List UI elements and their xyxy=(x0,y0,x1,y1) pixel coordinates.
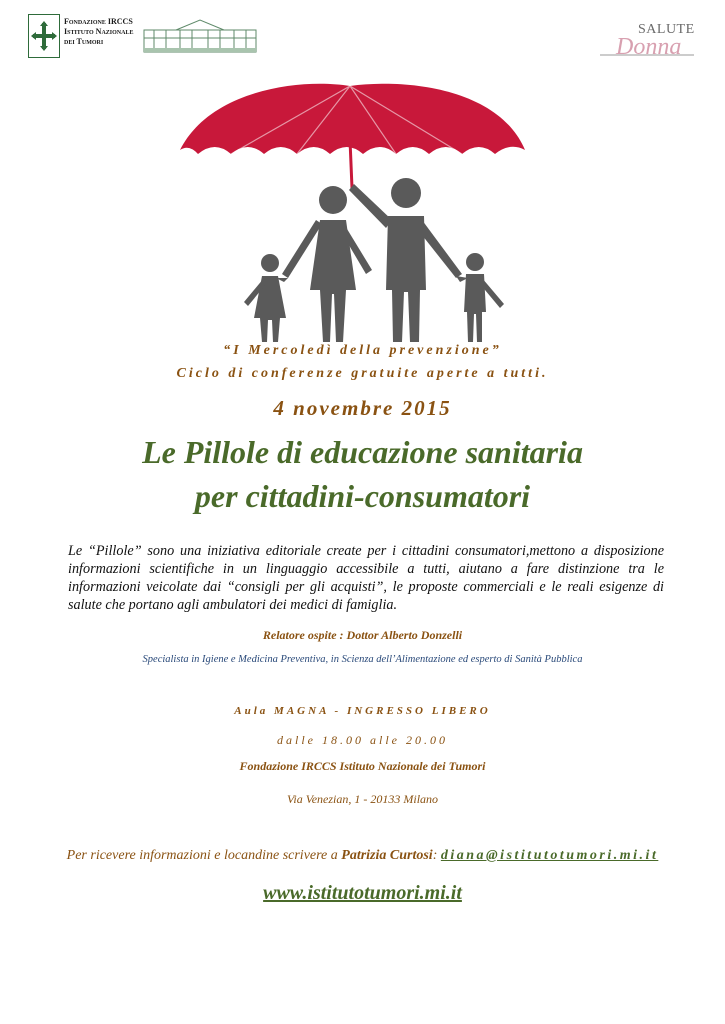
salute-donna-logo xyxy=(590,18,698,58)
venue: Aula MAGNA - INGRESSO LIBERO xyxy=(234,705,491,717)
event-title-line-2: per cittadini-consumatori xyxy=(194,478,531,514)
institute-emblem-icon xyxy=(28,14,60,58)
contact-line xyxy=(0,848,725,864)
logo-line-1: Fondazione IRCCS xyxy=(64,17,133,26)
event-date: 4 novembre 2015 xyxy=(273,396,452,420)
series-title: “I Mercoledì della prevenzione” xyxy=(223,343,502,358)
event-time: dalle 18.00 alle 20.00 xyxy=(277,733,448,747)
speaker-description: Specialista in Igiene e Medicina Preventiva, in Scienza dell’Alimentazione ed esperto di Sanità Pubblica xyxy=(142,654,583,665)
speaker: Relatore ospite : Dottor Alberto Donzelli xyxy=(262,628,463,642)
umbrella-canopy xyxy=(180,84,525,154)
building-illustration xyxy=(140,18,260,54)
logo-word-salute: SALUTE xyxy=(638,22,695,37)
contact-separator: : xyxy=(432,848,441,863)
website-link[interactable]: www.istitutotumori.mi.it xyxy=(263,882,462,904)
contact-prefix: Per ricevere informazioni e locandine scrivere a xyxy=(66,848,342,863)
logo-line-3: dei Tumori xyxy=(64,37,104,46)
organization: Fondazione IRCCS Istituto Nazionale dei Tumori xyxy=(239,759,486,773)
fondazione-logo xyxy=(28,14,260,58)
event-description: Le “Pillole” sono una iniziativa editoriale create per i cittadini consumatori,mettono a disposizione informazioni scientifiche in un linguaggio accessibile a tutti, aiutano a fare distinzione tra le informazioni veicolate dai “consigli per gli acquisti”, le proposte commerciali e le reali esigenze di salute che portano agli ambulatori dei medici di famiglia. xyxy=(68,543,664,613)
umbrella-family-illustration xyxy=(170,80,550,342)
logo-word-donna: Donna xyxy=(616,34,682,60)
series-subtitle: Ciclo di conferenze gratuite aperte a tutti. xyxy=(176,366,549,381)
logo-line-2: Istituto Nazionale xyxy=(64,27,134,36)
contact-name: Patrizia Curtosi xyxy=(341,848,433,863)
contact-email-link[interactable]: diana@istitutotumori.mi.it xyxy=(440,848,659,863)
logo-underline xyxy=(590,52,698,58)
event-title-line-1: Le Pillole di educazione sanitaria xyxy=(142,434,583,470)
address: Via Venezian, 1 - 20133 Milano xyxy=(286,792,439,806)
